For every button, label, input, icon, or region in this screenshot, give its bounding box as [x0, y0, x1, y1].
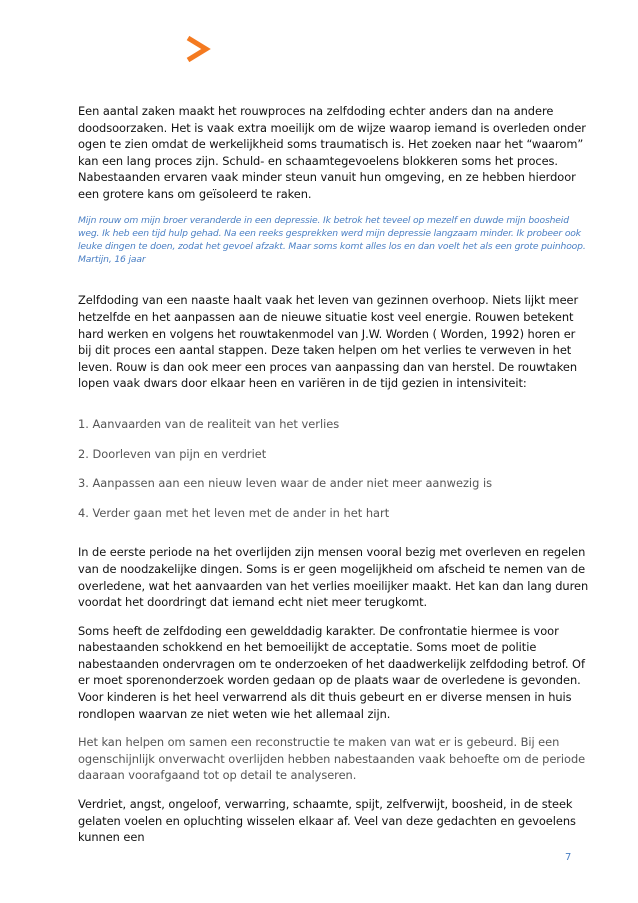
- paragraph-gevoelens: Verdriet, angst, ongeloof, verwarring, schaamte, spijt, zelfverwijt, boosheid, in de steek gelaten voelen en opluchting wisselen elkaar af. Veel van deze gedachten en gevoelens kunnen een: [78, 797, 576, 845]
- task-item-1: 1. Aanvaarden van de realiteit van het verlies: [78, 416, 340, 431]
- quote-author: Martijn, 16 jaar: [78, 254, 146, 266]
- paragraph-gezin: Zelfdoding van een naaste haalt vaak het leven van gezinnen overhoop. Niets lijkt meer hetzelfde en het aanpassen aan de nieuwe situatie kost veel energie. Rouwen betekent hard werken en volgens het rouwtakenmodel van J.W. Worden ( Worden, 1992) horen er bij dit proces een aantal stappen. Deze taken helpen om het verlies te verweven in het leven. Rouw is dan ook meer een proces van aanpassing dan van herstel. De rouwtaken lopen vaak dwars door elkaar heen en variëren in de tijd gezien in intensiviteit:: [78, 293, 579, 391]
- paragraph-eerste-periode: In de eerste periode na het overlijden zijn mensen vooral bezig met overleven en regelen van de noodzakelijke dingen. Soms is er geen mogelijkheid om afscheid te nemen van de overledene, wat het aanvaarden van het verlies moeilijker maakt. Het kan dan lang duren voordat het doordringt dat iemand echt niet meer terugkomt.: [78, 545, 589, 610]
- task-item-2: 2. Doorleven van pijn en verdriet: [78, 446, 267, 461]
- quote-text: Mijn rouw om mijn broer veranderde in een depressie. Ik betrok het teveel op mezelf en duwde mijn boosheid weg. Ik heb een tijd hulp gehad. Na een reeks gesprekken werd mijn depressie langzaam minder. Ik probeer ook leuke dingen te doen, zodat het gevoel afzakt. Maar soms komt alles los en dan voelt het als een grote puinhoop.: [78, 214, 586, 252]
- page-number: 7: [565, 852, 572, 863]
- paragraph-intro: Een aantal zaken maakt het rouwproces na zelfdoding echter anders dan na andere doodsoorzaken. Het is vaak extra moeilijk om de wijze waarop iemand is overleden onder ogen te zien omdat de werkelijkheid soms traumatisch is. Het zoeken naar het “waarom” kan een lang proces zijn. Schuld- en schaamtegevoelens blokkeren soms het proces. Nabestaanden ervaren vaak minder steun vanuit hun omgeving, en ze hebben hierdoor een grotere kans om geïsoleerd te raken.: [78, 104, 586, 201]
- task-item-3: 3. Aanpassen aan een nieuw leven waar de ander niet meer aanwezig is: [78, 476, 493, 491]
- page-content: [78, 103, 592, 846]
- task-item-4: 4. Verder gaan met het leven met de ander in het hart: [78, 505, 390, 520]
- chevron-right-icon: [182, 34, 212, 64]
- paragraph-reconstructie: Het kan helpen om samen een reconstructie te maken van wat er is gebeurd. Bij een ogenschijnlijk onverwacht overlijden hebben nabestaanden vaak behoefte om de periode daaraan voorafgaand tot op detail te analyseren.: [78, 735, 586, 783]
- paragraph-geweld: Soms heeft de zelfdoding een gewelddadig karakter. De confrontatie hiermee is voor nabestaanden schokkend en het bemoeilijkt de acceptatie. Soms moet de politie nabestaanden ondervragen om te onderzoeken of het daadwerkelijk zelfdoding betrof. Of er moet sporenonderzoek worden gedaan op de plaats waar de overledene is gevonden. Voor kinderen is het heel verwarrend als dit thuis gebeurt en er diverse mensen in huis rondlopen waarvan ze niet weten wie het allemaal zijn.: [78, 623, 585, 721]
